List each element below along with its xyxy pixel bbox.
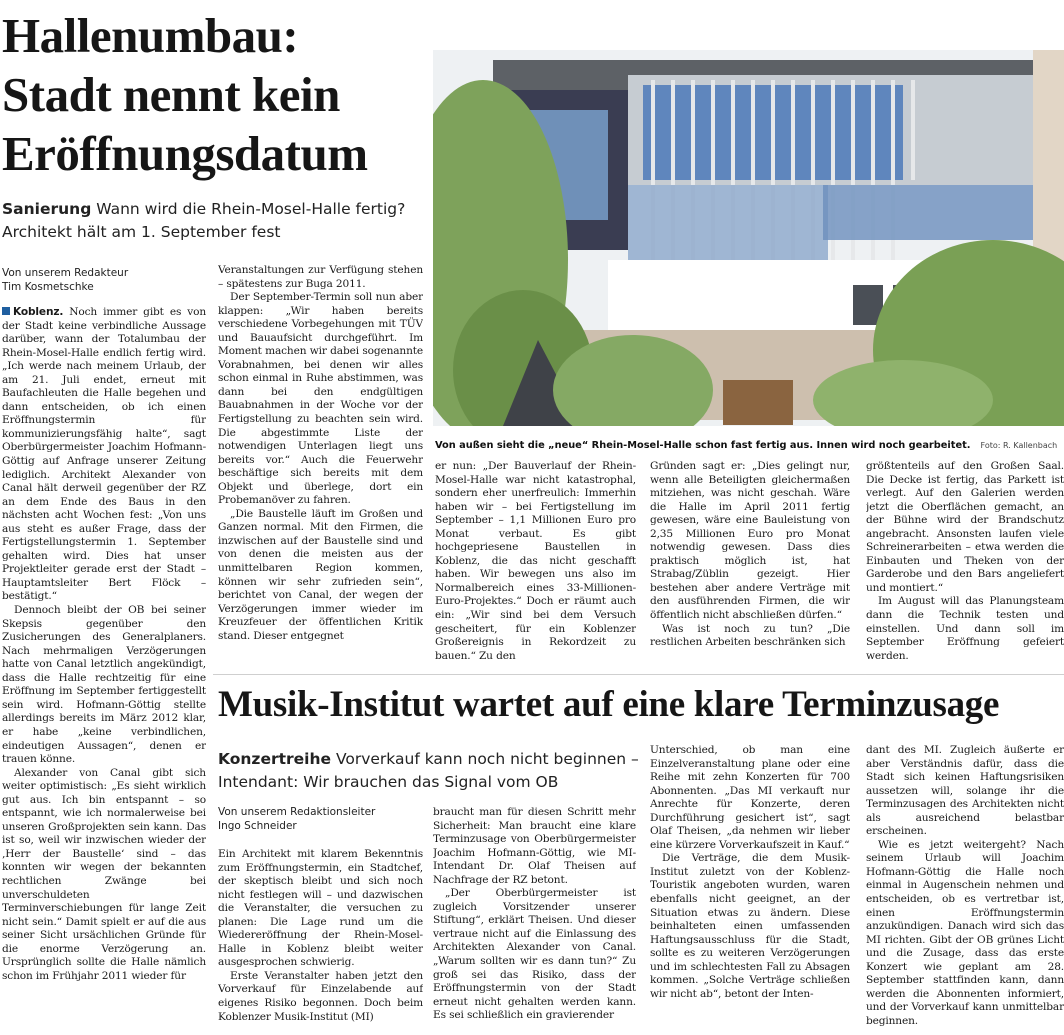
paragraph: Unterschied, ob man eine Einzelveranstaltung plane oder eine Reihe mit zehn Konzerten für 700 Abonnenten. „Das MI verkauft nur Anrechte für Konzerte, deren Durchführung gesichert ist“, sagt Olaf Theisen, „da nehmen wir lieber eine kürzere Vorverkaufszeit in Kauf.“ <box>650 744 850 851</box>
divider <box>213 674 1064 675</box>
headline-line: Stadt nennt kein <box>2 67 340 122</box>
article1-column-5 <box>866 460 1064 670</box>
paragraph: braucht man für diesen Schritt mehr Sicherheit: Man braucht eine klare Terminzusage von Oberbürgermeister Joachim Hofmann-Göttig, wie MI-Intendant Dr. Olaf Theisen auf Nachfrage der RZ betont. <box>433 806 636 886</box>
paragraph: Veranstaltungen zur Verfügung stehen – spätestens zur Buga 2011. <box>218 264 423 290</box>
article1-column-3 <box>435 460 636 670</box>
article2-column-4 <box>866 744 1064 1035</box>
byline <box>2 266 128 294</box>
article1-column-4 <box>650 460 850 670</box>
byline-second <box>218 805 375 833</box>
article2-column-1 <box>218 848 423 1035</box>
subheadline-text: Wann wird die Rhein-Mosel-Halle fertig? Architekt hält am 1. September fest <box>2 200 406 241</box>
kicker: Konzertreihe <box>218 750 332 768</box>
byline-role: Von unserem Redakteur <box>2 267 129 279</box>
paragraph: „Die Baustelle läuft im Großen und Ganzen normal. Mit den Firmen, die inzwischen auf der Baustelle sind und von denen die meisten aus der unmittelbaren Region kommen, können wir sehr zufrieden sein“, berichtet von Canal, der wegen der Verzögerungen immer wieder im Kreuzfeuer der öffentlichen Kritik stand. Dieser entgegnet <box>218 507 423 642</box>
paragraph: Im August will das Planungsteam dann die Technik testen und einstellen. Und dann soll im September Eröffnung gefeiert werden. <box>866 595 1064 662</box>
paragraph: „Der Oberbürgermeister ist zugleich Vorsitzender unserer Stiftung“, erklärt Theisen. Und dieser vertraue nicht auf die Einlassung des Architekten Alexander von Canal. „Warum sollten wir es dann tun?“ Zu groß sei das Risiko, dass der Eröffnungstermin von der Stadt erneut nicht gehalten werden kann. Es sei schließlich ein gravierender <box>433 887 636 1022</box>
article2-column-3 <box>650 744 850 1035</box>
headline-line: Hallenumbau: <box>2 8 299 63</box>
subheadline-text: Vorverkauf kann noch nicht beginnen – Intendant: Wir brauchen das Signal vom OB <box>218 750 639 791</box>
paragraph-text: Noch immer gibt es von der Stadt keine verbindliche Aussage darüber, wann der Totalumbau der Rhein-Mosel-Halle endlich fertig wird. „Ich werde nach meinem Urlaub, der am 21. Juli endet, erneut mit Baufachleuten die Halle begehen und dann entscheiden, ob ich einen Eröffnungstermin für kommunizierungsfähig halte“, sagt Oberbürgermeister Joachim Hofmann-Göttig auf Anfrage unserer Zeitung lediglich. Architekt Alexander von Canal hält derweil gegenüber der RZ an dem Ende des Baus in den nächsten acht Wochen fest: „Von uns aus steht es außer Frage, dass der Fertigstellungstermin 1. September gehalten wird. Dies hat unser Projektleiter gerade erst der Stadt – Hauptamtsleiter Bert Flöck – bestätigt.“ <box>2 306 206 603</box>
paragraph: Dennoch bleibt der OB bei seiner Skepsis gegenüber den Zusicherungen des Generalplaners. Nach mehrmaligen Verzögerungen hatte von Canal letztlich angekündigt, dass die Halle rechtzeitig für eine Eröffnung im September fertiggestellt sein wird. Hofmann-Göttig stellte allerdings bereits im März 2012 klar, er habe „keine verbindlichen, eindeutigen Aussagen“, denen er trauen könne. <box>2 604 206 766</box>
photo-caption <box>435 440 1064 451</box>
square-bullet-icon <box>2 307 10 315</box>
paragraph: er nun: „Der Bauverlauf der Rhein-Mosel-Halle war nicht katastrophal, sondern eher unerfreulich: Immerhin haben wir – bei Fertigstellung im September – 1,1 Millionen Euro pro Monat verbaut. Es gibt hochgepriesene Baustellen in Koblenz, die das nicht geschafft haben. Wir bewegen uns also im Normalbereich eines 33-Millionen-Euro-Projektes.“ Doch er räumt auch ein: „Wir sind bei dem Versuch gescheitert, für ein Koblenzer Großereignis in Rekordzeit zu bauen.“ Zu den <box>435 460 636 662</box>
headline-main <box>2 6 427 183</box>
paragraph: Erste Veranstalter haben jetzt den Vorverkauf für Einzelabende auf eigenes Risiko begonnen. Doch beim Koblenzer Musik-Institut (MI) <box>218 969 423 1023</box>
byline-name: Tim Kosmetschke <box>2 281 94 293</box>
headline-second: Musik-Institut wartet auf eine klare Terminzusage <box>218 684 1000 725</box>
photo-credit: Foto: R. Kallenbach <box>980 441 1058 450</box>
article1-column-1 <box>2 306 206 1035</box>
caption-text: Von außen sieht die „neue“ Rhein-Mosel-Halle schon fast fertig aus. Innen wird noch gearbeitet. <box>435 440 971 451</box>
subheadline-second <box>218 748 648 794</box>
dateline: Koblenz. <box>13 306 64 318</box>
byline-role: Von unserem Redaktionsleiter <box>218 806 376 818</box>
paragraph: Ein Architekt mit klarem Bekenntnis zum Eröffnungstermin, ein Stadtchef, der skeptisch bleibt und sich noch nicht festlegen will – und dazwischen die Veranstalter, die versuchen zu planen: Die Lage rund um die Wiedereröffnung der Rhein-Mosel-Halle in Koblenz bleibt weiter ausgesprochen schwierig. <box>218 848 423 969</box>
paragraph: Wie es jetzt weitergeht? Nach seinem Urlaub will Joachim Hofmann-Göttig die Halle noch einmal in Augenschein nehmen und entscheiden, ob es vertretbar ist, einen Eröffnungstermin anzukündigen. Danach wird sich das MI richten. Gibt der OB grünes Licht und die Zusage, dass das erste Konzert wie geplant am 28. September stattfinden kann, dann werden die Abonnenten informiert, und der Vorverkauf kann unmittelbar beginnen. <box>866 838 1064 1027</box>
paragraph: Alexander von Canal gibt sich weiter optimistisch: „Es sieht wirklich gut aus. Ich bin entspannt – so entspannt, wie ich normalerweise bei unseren Großprojekten sein kann. Das ist so, weil wir inzwischen wieder der ‚Herr der Baustelle‘ sind – das konnten wir wegen der bekannten rechtlichen Zwänge bei unverschuldeten Terminverschiebungen für lange Zeit nicht sein.“ Damit spielt er auf die aus seiner Sicht ursächlichen Gründe für die enorme Verzögerung an. Ursprünglich sollte die Halle nämlich schon im Frühjahr 2011 wieder für <box>2 766 206 982</box>
article1-column-2 <box>218 264 423 664</box>
paragraph: Gründen sagt er: „Dies gelingt nur, wenn alle Beteiligten gleichermaßen mitziehen, was nicht geschah. Wäre die Halle im April 2011 fertig gewesen, wäre eine Bauleistung von 2,35 Millionen Euro pro Monat notwendig gewesen. Dass dies praktisch möglich ist, hat Strabag/Züblin gezeigt. Hier bestehen aber andere Verträge mit den ausführenden Firmen, die wir öffentlich nicht abschließen dürfen.“ <box>650 460 850 622</box>
article2-column-2 <box>433 806 636 1035</box>
paragraph: größtenteils auf den Großen Saal. Die Decke ist fertig, das Parkett ist verlegt. Auf den Galerien werden jetzt die Oberflächen gemacht, an der Bühne wird der Brandschutz angebracht. Ansonsten laufen viele Schreinerarbeiten – etwa werden die Einbauten und Theken von der Garderobe und den Bars angeliefert und montiert.“ <box>866 460 1064 594</box>
paragraph: Der September-Termin soll nun aber klappen: „Wir haben bereits verschiedene Vorbegehungen mit TÜV und Bauaufsicht durchgeführt. Im Moment machen wir dabei sogenannte Vorabnahmen, bei denen wir alles schon einmal in Ruhe abstimmen, was dann bei den endgültigen Bauabnahmen in der Woche vor der Fertigstellung zu beachten sein wird. Die abgestimmte Liste der notwendigen Unterlagen liegt uns bereits vor.“ Auch die Feuerwehr beschäftige sich bereits mit dem Objekt und überlege, dort ein Probemanöver zu fahren. <box>218 291 423 507</box>
byline-name: Ingo Schneider <box>218 820 297 832</box>
paragraph: Die Verträge, die dem Musik-Institut zuletzt von der Koblenz-Touristik angeboten wurden, waren ebenfalls nicht geeignet, an der Situation etwas zu ändern. Diese beinhalteten einen umfassenden Haftungsausschluss für die Stadt, sollte es zu weiteren Verzögerungen und im schlechtesten Fall zu Absagen kommen. „Solche Verträge schließen wir nicht ab“, betont der Inten- <box>650 852 850 1000</box>
paragraph: dant des MI. Zugleich äußerte er aber Verständnis dafür, dass die Stadt sich keinen Haftungsrisiken aussetzen will, solange ihr die Terminzusagen des Architekten nicht als ausreichend belastbar erscheinen. <box>866 744 1064 838</box>
building-photo <box>433 50 1064 426</box>
paragraph <box>2 306 206 604</box>
headline-line: Eröffnungsdatum <box>2 126 368 181</box>
paragraph: Was ist noch zu tun? „Die restlichen Arbeiten beschränken sich <box>650 622 850 649</box>
subheadline <box>2 198 422 244</box>
rhein-mosel-halle-image <box>433 50 1064 426</box>
kicker: Sanierung <box>2 200 92 218</box>
